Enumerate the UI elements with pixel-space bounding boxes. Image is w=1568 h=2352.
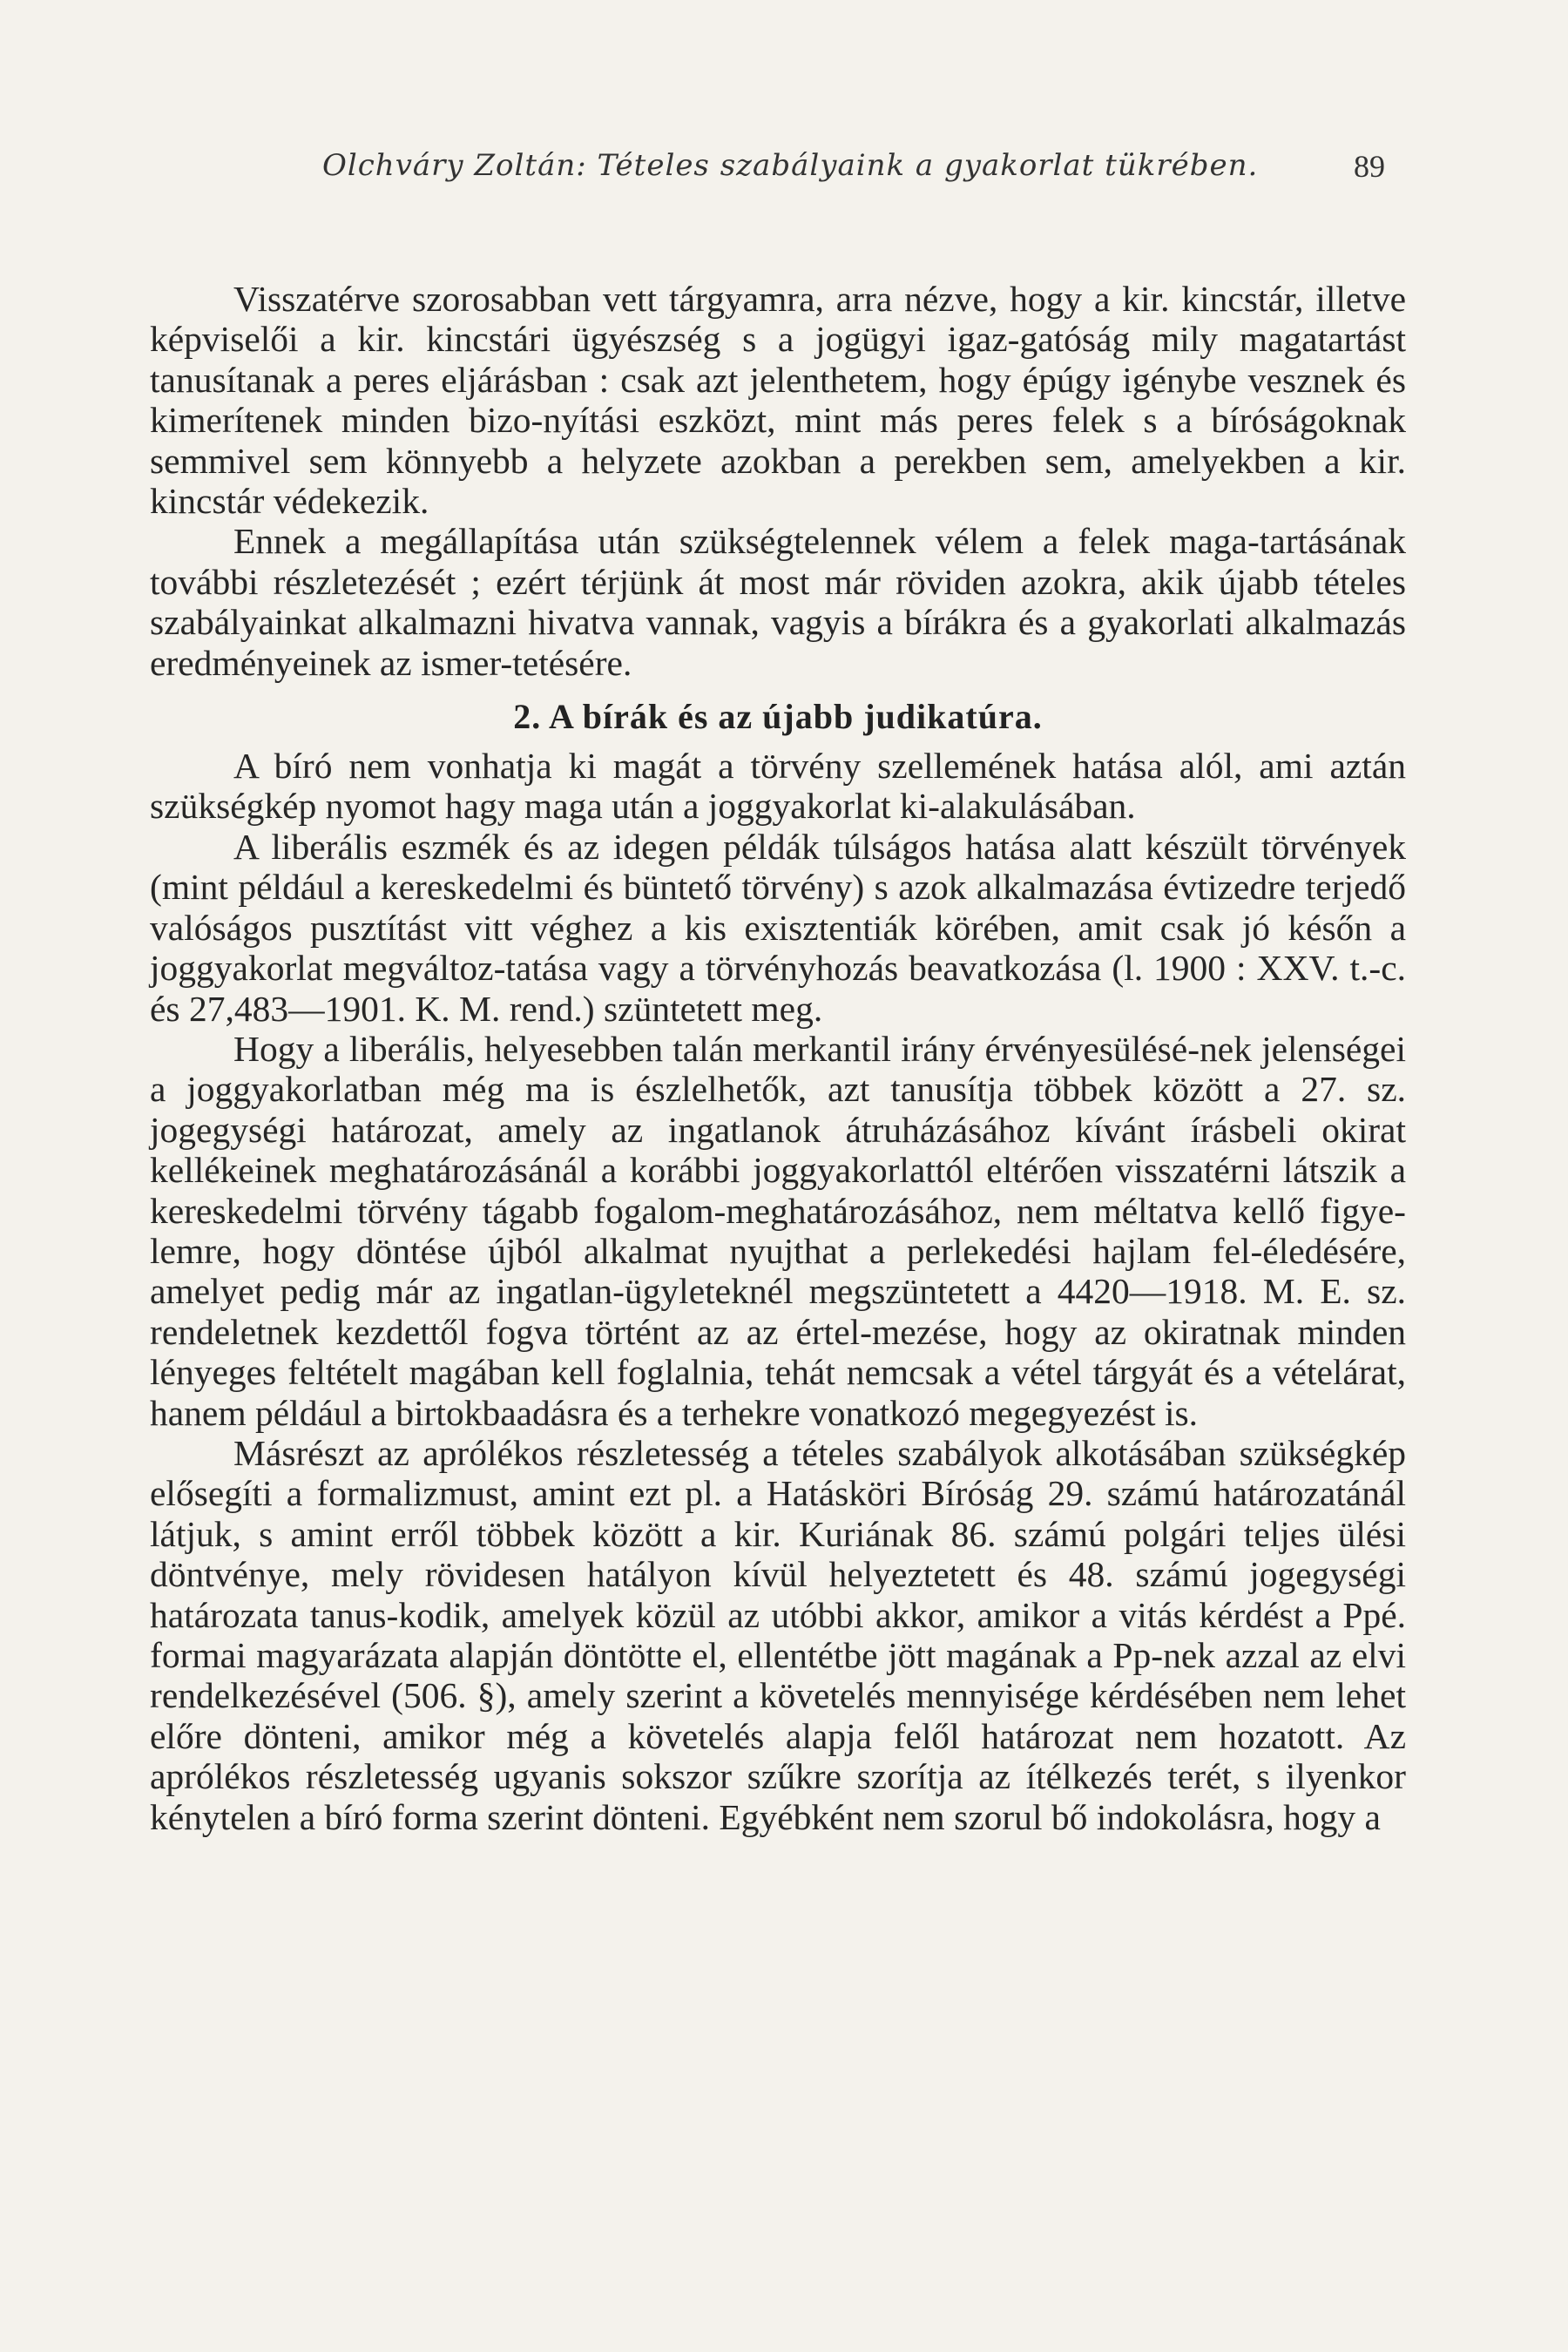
body-text bbox=[150, 279, 1406, 1837]
paragraph-5: Hogy a liberális, helyesebben talán merkantil irány érvényesülésé-nek jelenségei a joggyakorlatban még ma is észlelhetők, azt tanusítja többek között a 27. sz. jogegységi határozat, amely az ingatlanok átruházásához kívánt írásbeli okirat kellékeinek meghatározásánál a korábbi joggyakorlattól eltérően visszatérni látszik a kereskedelmi törvény tágabb fogalom-meghatározásához, nem méltatva kellő figye-lemre, hogy döntése újból alkalmat nyujthat a perlekedési hajlam fel-éledésére, amelyet pedig már az ingatlan-ügyleteknél megszüntetett a 4420—1918. M. E. sz. rendeletnek kezdettől fogva történt az az értel-mezése, hogy az okiratnak minden lényeges feltételt magában kell foglalnia, tehát nemcsak a vétel tárgyát és a vételárat, hanem például a birtokbaadásra és a terhekre vonatkozó megegyezést is. bbox=[150, 1028, 1406, 1433]
paragraph-6: Másrészt az aprólékos részletesség a tételes szabályok alkotásában szükségkép elősegíti a formalizmust, amint ezt pl. a Hatásköri Bíróság 29. számú határozatánál látjuk, s amint erről többek között a kir. Kuriának 86. számú polgári teljes ülési döntvénye, mely rövidesen hatályon kívül helyeztetett és 48. számú jogegységi határozata tanus-kodik, amelyek közül az utóbbi akkor, amikor a vitás kérdést a Ppé. formai magyarázata alapján döntötte el, ellentétbe jött magának a Pp-nek azzal az elvi rendelkezésével (506. §), amely szerint a követelés mennyisége kérdésében nem lehet előre dönteni, amikor még a követelés alapja felől határozat nem hozatott. Az aprólékos részletesség ugyanis sokszor szűkre szorítja az ítélkezés terét, s ilyenkor kénytelen a bíró forma szerint dönteni. Egyébként nem szorul bő indokolásra, hogy a bbox=[150, 1432, 1406, 1837]
paragraph-2: Ennek a megállapítása után szükségtelennek vélem a felek maga-tartásának további részletezését ; ezért térjünk át most már röviden azokra, akik újabb tételes szabályainkat alkalmazni hivatva vannak, vagyis a bírákra és a gyakorlati alkalmazás eredményeinek az ismer-tetésére. bbox=[150, 521, 1406, 683]
running-title: Olchváry Zoltán: Tételes szabályaink a gyakorlat tükrében. bbox=[322, 148, 1259, 183]
running-head bbox=[148, 148, 1420, 192]
paragraph-4: A liberális eszmék és az idegen példák túlságos hatása alatt készült törvények (mint például a kereskedelmi és büntető törvény) s azok alkalmazása évtizedre terjedő valóságos pusztítást vitt véghez a kis exisztentiák körében, amit csak jó későn a joggyakorlat megváltoz-tatása vagy a törvényhozás beavatkozása (l. 1900 : XXV. t.-c. és 27,483—1901. K. M. rend.) szüntetett meg. bbox=[150, 826, 1406, 1029]
page-number: 89 bbox=[1354, 149, 1385, 184]
paragraph-1: Visszatérve szorosabban vett tárgyamra, arra nézve, hogy a kir. kincstár, illetve képviselői a kir. kincstári ügyészség s a jogügyi igaz-gatóság mily magatartást tanusítanak a peres eljárásban : csak azt jelenthetem, hogy épúgy igénybe vesznek és kimerítenek minden bizo-nyítási eszközt, mint más peres felek s a bíróságoknak semmivel sem könnyebb a helyzete azokban a perekben sem, amelyekben a kir. kincstár védekezik. bbox=[150, 279, 1406, 522]
paragraph-3: A bíró nem vonhatja ki magát a törvény szellemének hatása alól, ami aztán szükségkép nyomot hagy maga után a joggyakorlat ki-alakulásában. bbox=[150, 746, 1406, 827]
section-heading: 2. A bírák és az újabb judikatúra. bbox=[513, 697, 1043, 737]
